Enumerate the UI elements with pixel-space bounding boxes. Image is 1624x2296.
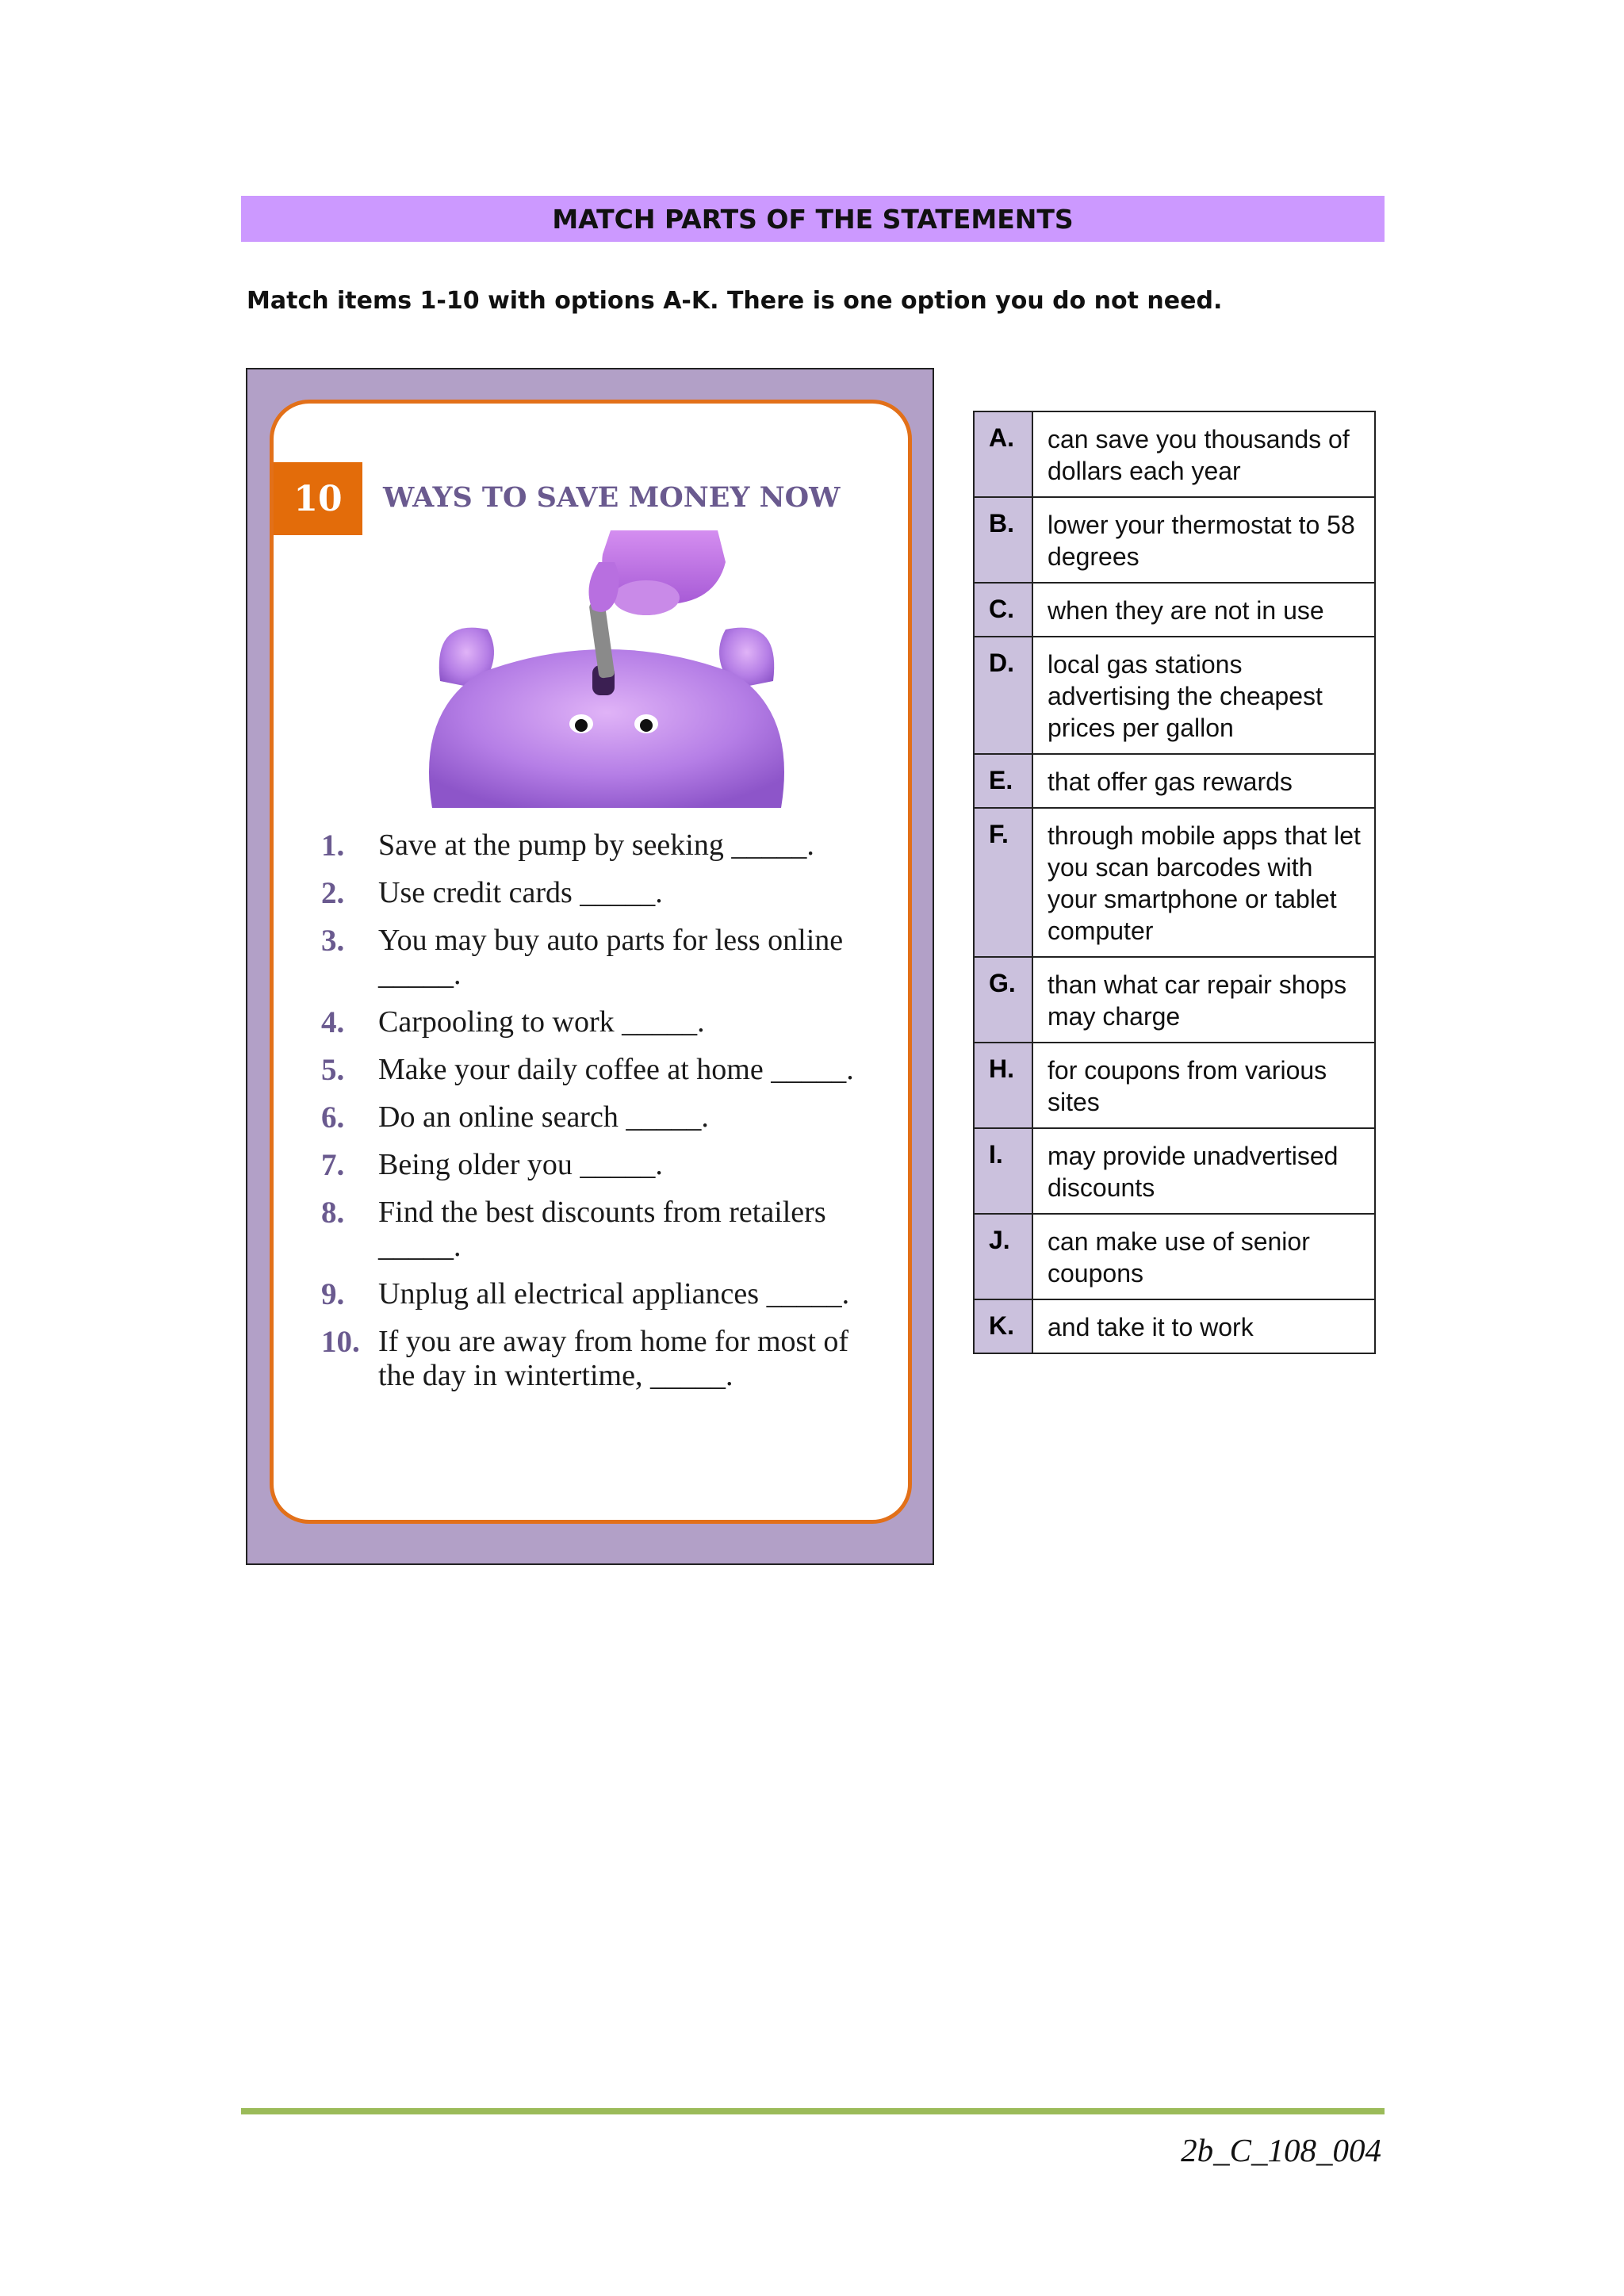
section-title: MATCH PARTS OF THE STATEMENTS xyxy=(552,203,1074,235)
option-text: and take it to work xyxy=(1032,1299,1375,1353)
option-letter: F. xyxy=(974,808,1032,957)
option-text: may provide unadvertised discounts xyxy=(1032,1128,1375,1214)
instructions: Match items 1-10 with options A-K. There is one option you do not need. xyxy=(247,287,1223,315)
table-row xyxy=(974,497,1375,583)
footer-divider xyxy=(241,2108,1385,2114)
option-letter: B. xyxy=(974,497,1032,583)
piggy-bank-illustration xyxy=(385,530,829,808)
list-item: 9. Unplug all electrical appliances _____. xyxy=(321,1277,850,1311)
document-code: 2b_C_108_004 xyxy=(1181,2132,1381,2168)
list-item: 5. Make your daily coffee at home _____. xyxy=(321,1053,854,1087)
numbered-items xyxy=(321,828,892,1406)
option-text: that offer gas rewards xyxy=(1032,754,1375,808)
option-text: for coupons from various sites xyxy=(1032,1043,1375,1128)
list-item: 8. Find the best discounts from retailers _____. xyxy=(321,1196,826,1263)
option-letter: A. xyxy=(974,411,1032,497)
option-text: can save you thousands of dollars each year xyxy=(1032,411,1375,497)
table-row xyxy=(974,1214,1375,1299)
option-letter: K. xyxy=(974,1299,1032,1353)
option-text: local gas stations advertising the cheapest prices per gallon xyxy=(1032,637,1375,754)
table-row xyxy=(974,754,1375,808)
table-row xyxy=(974,411,1375,497)
card-title: WAYS TO SAVE MONEY NOW xyxy=(383,481,841,514)
table-row xyxy=(974,637,1375,754)
option-text: through mobile apps that let you scan barcodes with your smartphone or tablet computer xyxy=(1032,808,1375,957)
table-row xyxy=(974,1043,1375,1128)
option-text: lower your thermostat to 58 degrees xyxy=(1032,497,1375,583)
options-table xyxy=(973,411,1376,1354)
savings-card-frame xyxy=(246,368,934,1565)
list-item: 4. Carpooling to work _____. xyxy=(321,1005,705,1039)
option-letter: C. xyxy=(974,583,1032,637)
option-text: than what car repair shops may charge xyxy=(1032,957,1375,1043)
savings-card xyxy=(270,400,912,1524)
list-item: 6. Do an online search _____. xyxy=(321,1100,709,1135)
option-letter: H. xyxy=(974,1043,1032,1128)
table-row xyxy=(974,1299,1375,1353)
list-item: 1. Save at the pump by seeking _____. xyxy=(321,828,814,863)
list-item: 2. Use credit cards _____. xyxy=(321,876,663,910)
table-row xyxy=(974,1128,1375,1214)
list-item: 10. If you are away from home for most of the day in wintertime, _____. xyxy=(321,1325,849,1392)
option-letter: D. xyxy=(974,637,1032,754)
table-row xyxy=(974,808,1375,957)
table-row xyxy=(974,957,1375,1043)
table-row xyxy=(974,583,1375,637)
list-item: 3. You may buy auto parts for less online _____. xyxy=(321,924,844,991)
card-number-badge: 10 xyxy=(274,462,362,535)
list-item: 7. Being older you _____. xyxy=(321,1148,663,1182)
option-text: can make use of senior coupons xyxy=(1032,1214,1375,1299)
section-header xyxy=(241,196,1385,242)
option-letter: E. xyxy=(974,754,1032,808)
option-letter: J. xyxy=(974,1214,1032,1299)
option-letter: G. xyxy=(974,957,1032,1043)
option-text: when they are not in use xyxy=(1032,583,1375,637)
option-letter: I. xyxy=(974,1128,1032,1214)
